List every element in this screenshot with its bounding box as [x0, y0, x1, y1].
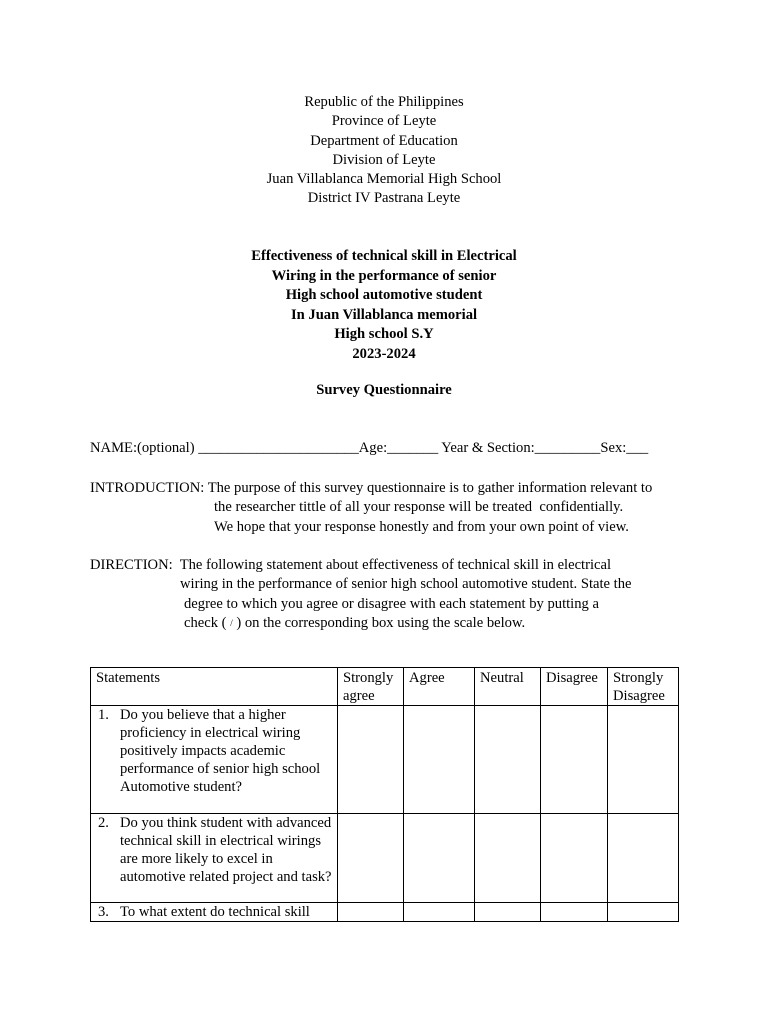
statement-text: Do you think student with advanced technical skill in electrical wirings are more likely to excel in automotive related project and task?	[120, 815, 332, 885]
neutral-box[interactable]	[475, 903, 541, 922]
header-line-province: Province of Leyte	[331, 113, 437, 130]
header-line-department: Department of Education	[310, 132, 458, 149]
disagree-box[interactable]	[541, 706, 608, 814]
strongly-disagree-box[interactable]	[608, 814, 679, 903]
table-row	[91, 903, 679, 922]
statement-number: 2.	[98, 815, 109, 831]
check-symbol: /	[230, 617, 233, 628]
header-strongly-disagree: Strongly Disagree	[608, 668, 679, 706]
header-strongly-agree: Strongly agree	[338, 668, 404, 706]
statement-cell	[91, 903, 338, 922]
statement-number: 1.	[98, 707, 109, 723]
strongly-agree-box[interactable]	[338, 706, 404, 814]
agree-box[interactable]	[404, 903, 475, 922]
table-row	[91, 706, 679, 814]
header-line-school: Juan Villablanca Memorial High School	[266, 171, 502, 188]
title-line: Wiring in the performance of senior	[271, 267, 497, 284]
strongly-disagree-box[interactable]	[608, 903, 679, 922]
statement-text: Do you believe that a higher proficiency in electrical wiring positively impacts academic performance of senior high school Automotive student?	[120, 707, 321, 795]
statement-text: To what extent do technical skill	[120, 904, 310, 920]
survey-table	[90, 667, 679, 922]
research-title	[0, 247, 768, 364]
disagree-box[interactable]	[541, 814, 608, 903]
header-line-country: Republic of the Philippines	[304, 94, 464, 110]
strongly-disagree-box[interactable]	[608, 706, 679, 814]
header-statements: Statements	[91, 668, 338, 706]
strongly-agree-box[interactable]	[338, 903, 404, 922]
table-row	[91, 814, 679, 903]
direction-check-pre: check (	[184, 614, 231, 631]
letterhead	[0, 93, 768, 209]
introduction-line: the researcher tittle of all your response will be treated confidentially.	[214, 499, 624, 516]
title-line: High school S.Y	[334, 326, 434, 342]
statement-cell	[91, 706, 338, 814]
header-line-district: District IV Pastrana Leyte	[307, 190, 461, 207]
direction-line: DIRECTION: The following statement about effectiveness of technical skill in electrical	[90, 557, 612, 573]
respondent-info-line: NAME:(optional) ______________________Age:_______ Year & Section:_________Sex:___	[90, 440, 649, 456]
strongly-agree-box[interactable]	[338, 814, 404, 903]
title-line: High school automotive student	[285, 287, 483, 303]
direction-section	[90, 556, 632, 633]
direction-line: wiring in the performance of senior high school automotive student. State the	[180, 576, 632, 593]
agree-box[interactable]	[404, 706, 475, 814]
disagree-box[interactable]	[541, 903, 608, 922]
neutral-box[interactable]	[475, 706, 541, 814]
header-disagree: Disagree	[541, 668, 608, 706]
introduction-section	[90, 479, 652, 537]
header-agree: Agree	[404, 668, 475, 706]
neutral-box[interactable]	[475, 814, 541, 903]
table-header-row	[91, 668, 679, 706]
title-line: Effectiveness of technical skill in Electrical	[251, 248, 517, 264]
survey-heading: Survey Questionnaire	[316, 382, 452, 398]
statement-cell	[91, 814, 338, 903]
introduction-line: INTRODUCTION: The purpose of this survey questionnaire is to gather information relevant to	[90, 480, 653, 496]
title-line: In Juan Villablanca memorial	[290, 306, 478, 323]
direction-line: degree to which you agree or disagree with each statement by putting a	[184, 595, 599, 612]
title-line: 2023-2024	[352, 345, 416, 362]
statement-number: 3.	[98, 904, 109, 920]
direction-line	[184, 614, 632, 633]
introduction-line: We hope that your response honestly and from your own point of view.	[214, 518, 629, 535]
agree-box[interactable]	[404, 814, 475, 903]
header-neutral: Neutral	[475, 668, 541, 706]
direction-check-post: ) on the corresponding box using the scale below.	[232, 614, 526, 631]
header-line-division: Division of Leyte	[332, 151, 436, 168]
